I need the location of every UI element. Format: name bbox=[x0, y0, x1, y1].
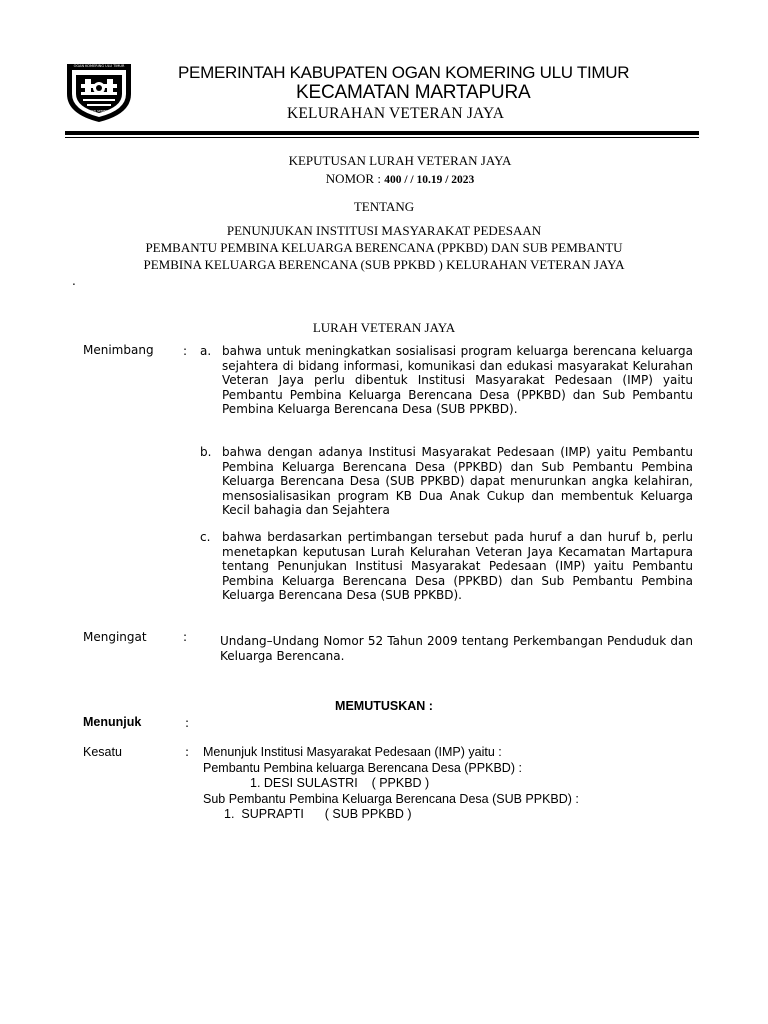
issuer-heading: LURAH VETERAN JAYA bbox=[312, 320, 456, 335]
letterhead-rule-thin bbox=[65, 137, 699, 138]
logo-text-top: OGAN KOMERING ULU TIMUR bbox=[73, 64, 125, 68]
decree-number-label: NOMOR : bbox=[325, 171, 385, 186]
menimbang-a-text: bahwa untuk meningkatkan sosialisasi program keluarga berencana keluarga sejahtera di bidang informasi, komunikasi dan edukasi masyarakat Kelurahan Veteran Jaya perlu dibentuk Institusi Masyarakat Pedesaan (IMP) yaitu Pembantu Pembina Keluarga Berencana Desa (PPKBD) dan Sub Pembantu Pembina Keluarga Berencana Desa (SUB PPKBD). bbox=[222, 344, 693, 416]
kesatu-line1: Menunjuk Institusi Masyarakat Pedesaan (IMP) yaitu : bbox=[203, 745, 502, 759]
decree-subject-line3: PEMBINA KELUARGA BERENCANA (SUB PPKBD ) KELURAHAN VETERAN JAYA bbox=[143, 257, 625, 272]
menimbang-c-marker: c. bbox=[200, 530, 211, 544]
kesatu-colon: : bbox=[185, 745, 190, 759]
letterhead-government: PEMERINTAH KABUPATEN OGAN KOMERING ULU TIMUR bbox=[178, 63, 630, 82]
mengingat-text: Undang–Undang Nomor 52 Tahun 2009 tentang Perkembangan Penduduk dan Keluarga Berencana. bbox=[220, 634, 693, 663]
logo-text-bottom: SEHATI SEMBILAN bbox=[85, 109, 113, 113]
kesatu-line2: Pembantu Pembina keluarga Berencana Desa (PPKBD) : bbox=[203, 761, 522, 775]
kesatu-line3: 1. DESI SULASTRI ( PPKBD ) bbox=[250, 776, 430, 790]
mengingat-label: Mengingat bbox=[83, 630, 147, 644]
letterhead-rule-thick bbox=[65, 131, 699, 135]
decree-title: KEPUTUSAN LURAH VETERAN JAYA bbox=[288, 153, 512, 168]
menimbang-b-text: bahwa dengan adanya Institusi Masyarakat Pedesaan (IMP) yaitu Pembantu Pembina Keluarga Berencana Desa (PPKBD) dan Sub Pembantu Pembina Keluarga Berencana Desa (SUB PPKBD) dapat menurunkan angka kelahiran, mensosialisasikan program KB Dua Anak Cukup dan membentuk Keluarga Kecil bahagia dan Sejahtera bbox=[222, 445, 693, 517]
letterhead-village: KELURAHAN VETERAN JAYA bbox=[287, 105, 505, 122]
menimbang-b-marker: b. bbox=[200, 445, 212, 459]
decree-number-value: 400 / / 10.19 / 2023 bbox=[384, 174, 475, 186]
mengingat-colon: : bbox=[183, 630, 188, 644]
menimbang-a-marker: a. bbox=[200, 344, 212, 358]
kesatu-label: Kesatu bbox=[83, 745, 122, 759]
menimbang-label: Menimbang bbox=[83, 343, 154, 357]
decree-number bbox=[0, 171, 768, 187]
regency-logo bbox=[63, 58, 135, 124]
letterhead-district: KECAMATAN MARTAPURA bbox=[296, 82, 531, 103]
menunjuk-label: Menunjuk bbox=[83, 715, 142, 729]
kesatu-line5: 1. SUPRAPTI ( SUB PPKBD ) bbox=[224, 807, 412, 821]
decree-about: TENTANG bbox=[353, 199, 415, 214]
decree-subject-line2: PEMBANTU PEMBINA KELUARGA BERENCANA (PPKBD) DAN SUB PEMBANTU bbox=[145, 240, 623, 255]
memutuskan-heading: MEMUTUSKAN : bbox=[335, 699, 433, 713]
stray-dot: . bbox=[72, 274, 76, 288]
kesatu-line4: Sub Pembantu Pembina Keluarga Berencana Desa (SUB PPKBD) : bbox=[203, 792, 579, 806]
menimbang-c-text: bahwa berdasarkan pertimbangan tersebut pada huruf a dan huruf b, perlu menetapkan keputusan Lurah Kelurahan Veteran Jaya Kecamatan Martapura tentang Penunjukan Institusi Masyarakat Pedesaan (IMP) yaitu Pembantu Pembina Keluarga Berencana Desa (PPKBD) dan Sub Pembantu Pembina Keluarga Berencana Desa (SUB PPKBD). bbox=[222, 530, 693, 602]
menimbang-colon: : bbox=[183, 344, 188, 358]
decree-subject-line1: PENUNJUKAN INSTITUSI MASYARAKAT PEDESAAN bbox=[226, 223, 542, 238]
menunjuk-colon: : bbox=[185, 716, 190, 730]
